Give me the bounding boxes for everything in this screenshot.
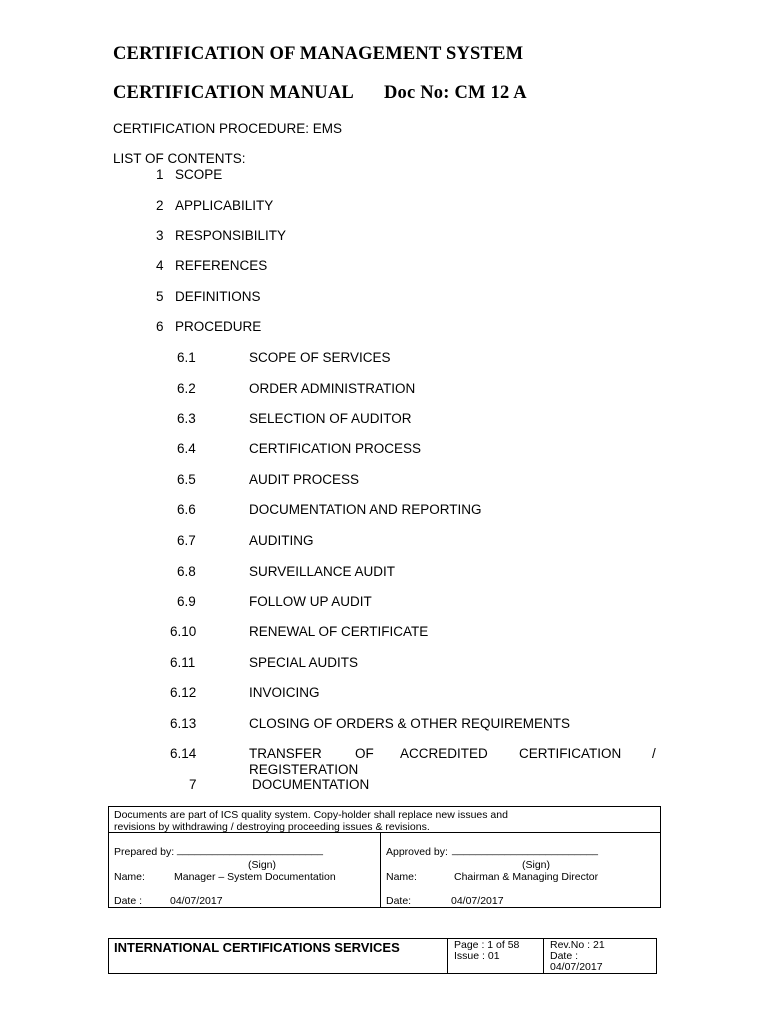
prepared-signature-line: _________________________ [177, 844, 323, 856]
subtoc-item[interactable]: RENEWAL OF CERTIFICATE [249, 624, 429, 639]
toc-item[interactable]: REFERENCES [175, 258, 268, 273]
prepared-date: 04/07/2017 [170, 895, 223, 907]
prepared-by-label: Prepared by: [114, 846, 175, 858]
toc-item[interactable]: SCOPE [175, 167, 223, 182]
doc-number: Doc No: CM 12 A [384, 83, 527, 103]
date-label: Date: [386, 895, 412, 907]
toc-number: 5 [156, 289, 164, 304]
toc-number: 1 [156, 167, 164, 182]
subtoc-item[interactable]: AUDITING [249, 533, 314, 548]
prepared-name: Manager – System Documentation [174, 871, 336, 883]
name-label: Name: [386, 871, 417, 883]
approved-by-label: Approved by: [386, 846, 448, 858]
toc-number: 6 [156, 319, 164, 334]
approved-name: Chairman & Managing Director [454, 871, 599, 883]
toc-number: 4 [156, 258, 164, 273]
divider [447, 939, 448, 973]
toc-item[interactable]: APPLICABILITY [175, 198, 274, 213]
sign-caption: (Sign) [522, 859, 551, 871]
subtoc-number: 6.12 [170, 685, 197, 700]
subtoc-number: 6.8 [177, 564, 196, 579]
subtoc-item-word: CERTIFICATION [519, 746, 622, 761]
notice-text: revisions by withdrawing / destroying proceeding issues & revisions. [114, 821, 430, 833]
subtoc-number: 6.10 [170, 624, 197, 639]
subtoc-number: 6.5 [177, 472, 196, 487]
date-label: Date : [114, 895, 143, 907]
subtoc-number: 6.9 [177, 594, 196, 609]
subtoc-item[interactable]: SCOPE OF SERVICES [249, 350, 391, 365]
subtoc-number: 6.13 [170, 716, 197, 731]
footer-date-label: Date : [550, 950, 579, 962]
toc-item[interactable]: RESPONSIBILITY [175, 228, 287, 243]
toc-number: 3 [156, 228, 164, 243]
issue-number: Issue : 01 [454, 950, 500, 962]
subtoc-item[interactable]: FOLLOW UP AUDIT [249, 594, 372, 609]
subtoc-number: 6.1 [177, 350, 196, 365]
subtoc-item[interactable]: CLOSING OF ORDERS & OTHER REQUIREMENTS [249, 716, 571, 731]
subtoc-item[interactable]: SPECIAL AUDITS [249, 655, 359, 670]
subtoc-number: 6.4 [177, 441, 196, 456]
toc-item[interactable]: DEFINITIONS [175, 289, 261, 304]
approval-box [108, 806, 661, 908]
subtoc-item-word: ACCREDITED [400, 746, 488, 761]
toc-number: 7 [189, 777, 197, 792]
divider [543, 939, 544, 973]
certification-procedure: CERTIFICATION PROCEDURE: EMS [113, 121, 343, 136]
subtoc-item-word: OF [355, 746, 374, 761]
page-number: Page : 1 of 58 [454, 939, 520, 951]
notice-text: Documents are part of ICS quality system. Copy-holder shall replace new issues and [114, 809, 508, 821]
subtoc-item[interactable]: INVOICING [249, 685, 320, 700]
subtoc-item[interactable]: ORDER ADMINISTRATION [249, 381, 416, 396]
subtoc-number: 6.2 [177, 381, 196, 396]
subtoc-item[interactable]: SURVEILLANCE AUDIT [249, 564, 396, 579]
page-footer [108, 938, 657, 974]
name-label: Name: [114, 871, 145, 883]
sign-caption: (Sign) [248, 859, 277, 871]
subtoc-number: 6.3 [177, 411, 196, 426]
subtoc-item-continuation: REGISTERATION [249, 762, 359, 777]
subtoc-item[interactable]: DOCUMENTATION AND REPORTING [249, 502, 482, 517]
contents-heading: LIST OF CONTENTS: [113, 151, 246, 166]
document-title: CERTIFICATION OF MANAGEMENT SYSTEM [113, 44, 524, 64]
subtoc-item[interactable]: AUDIT PROCESS [249, 472, 360, 487]
subtoc-item[interactable]: CERTIFICATION PROCESS [249, 441, 422, 456]
organization-name: INTERNATIONAL CERTIFICATIONS SERVICES [114, 940, 400, 955]
subtoc-number: 6.6 [177, 502, 196, 517]
divider [380, 832, 381, 907]
toc-item[interactable]: PROCEDURE [175, 319, 262, 334]
subtoc-number: 6.11 [170, 655, 196, 670]
subtoc-item-word: / [652, 746, 656, 761]
subtoc-number: 6.14 [170, 746, 197, 761]
approved-signature-line: _________________________ [452, 844, 598, 856]
subtoc-item-word[interactable]: TRANSFER [249, 746, 322, 761]
toc-number: 2 [156, 198, 164, 213]
subtoc-item[interactable]: SELECTION OF AUDITOR [249, 411, 412, 426]
approved-date: 04/07/2017 [451, 895, 504, 907]
toc-item[interactable]: DOCUMENTATION [252, 777, 370, 792]
footer-date: 04/07/2017 [550, 961, 603, 973]
manual-name: CERTIFICATION MANUAL [113, 83, 354, 103]
revision-number: Rev.No : 21 [550, 939, 605, 951]
subtoc-number: 6.7 [177, 533, 196, 548]
